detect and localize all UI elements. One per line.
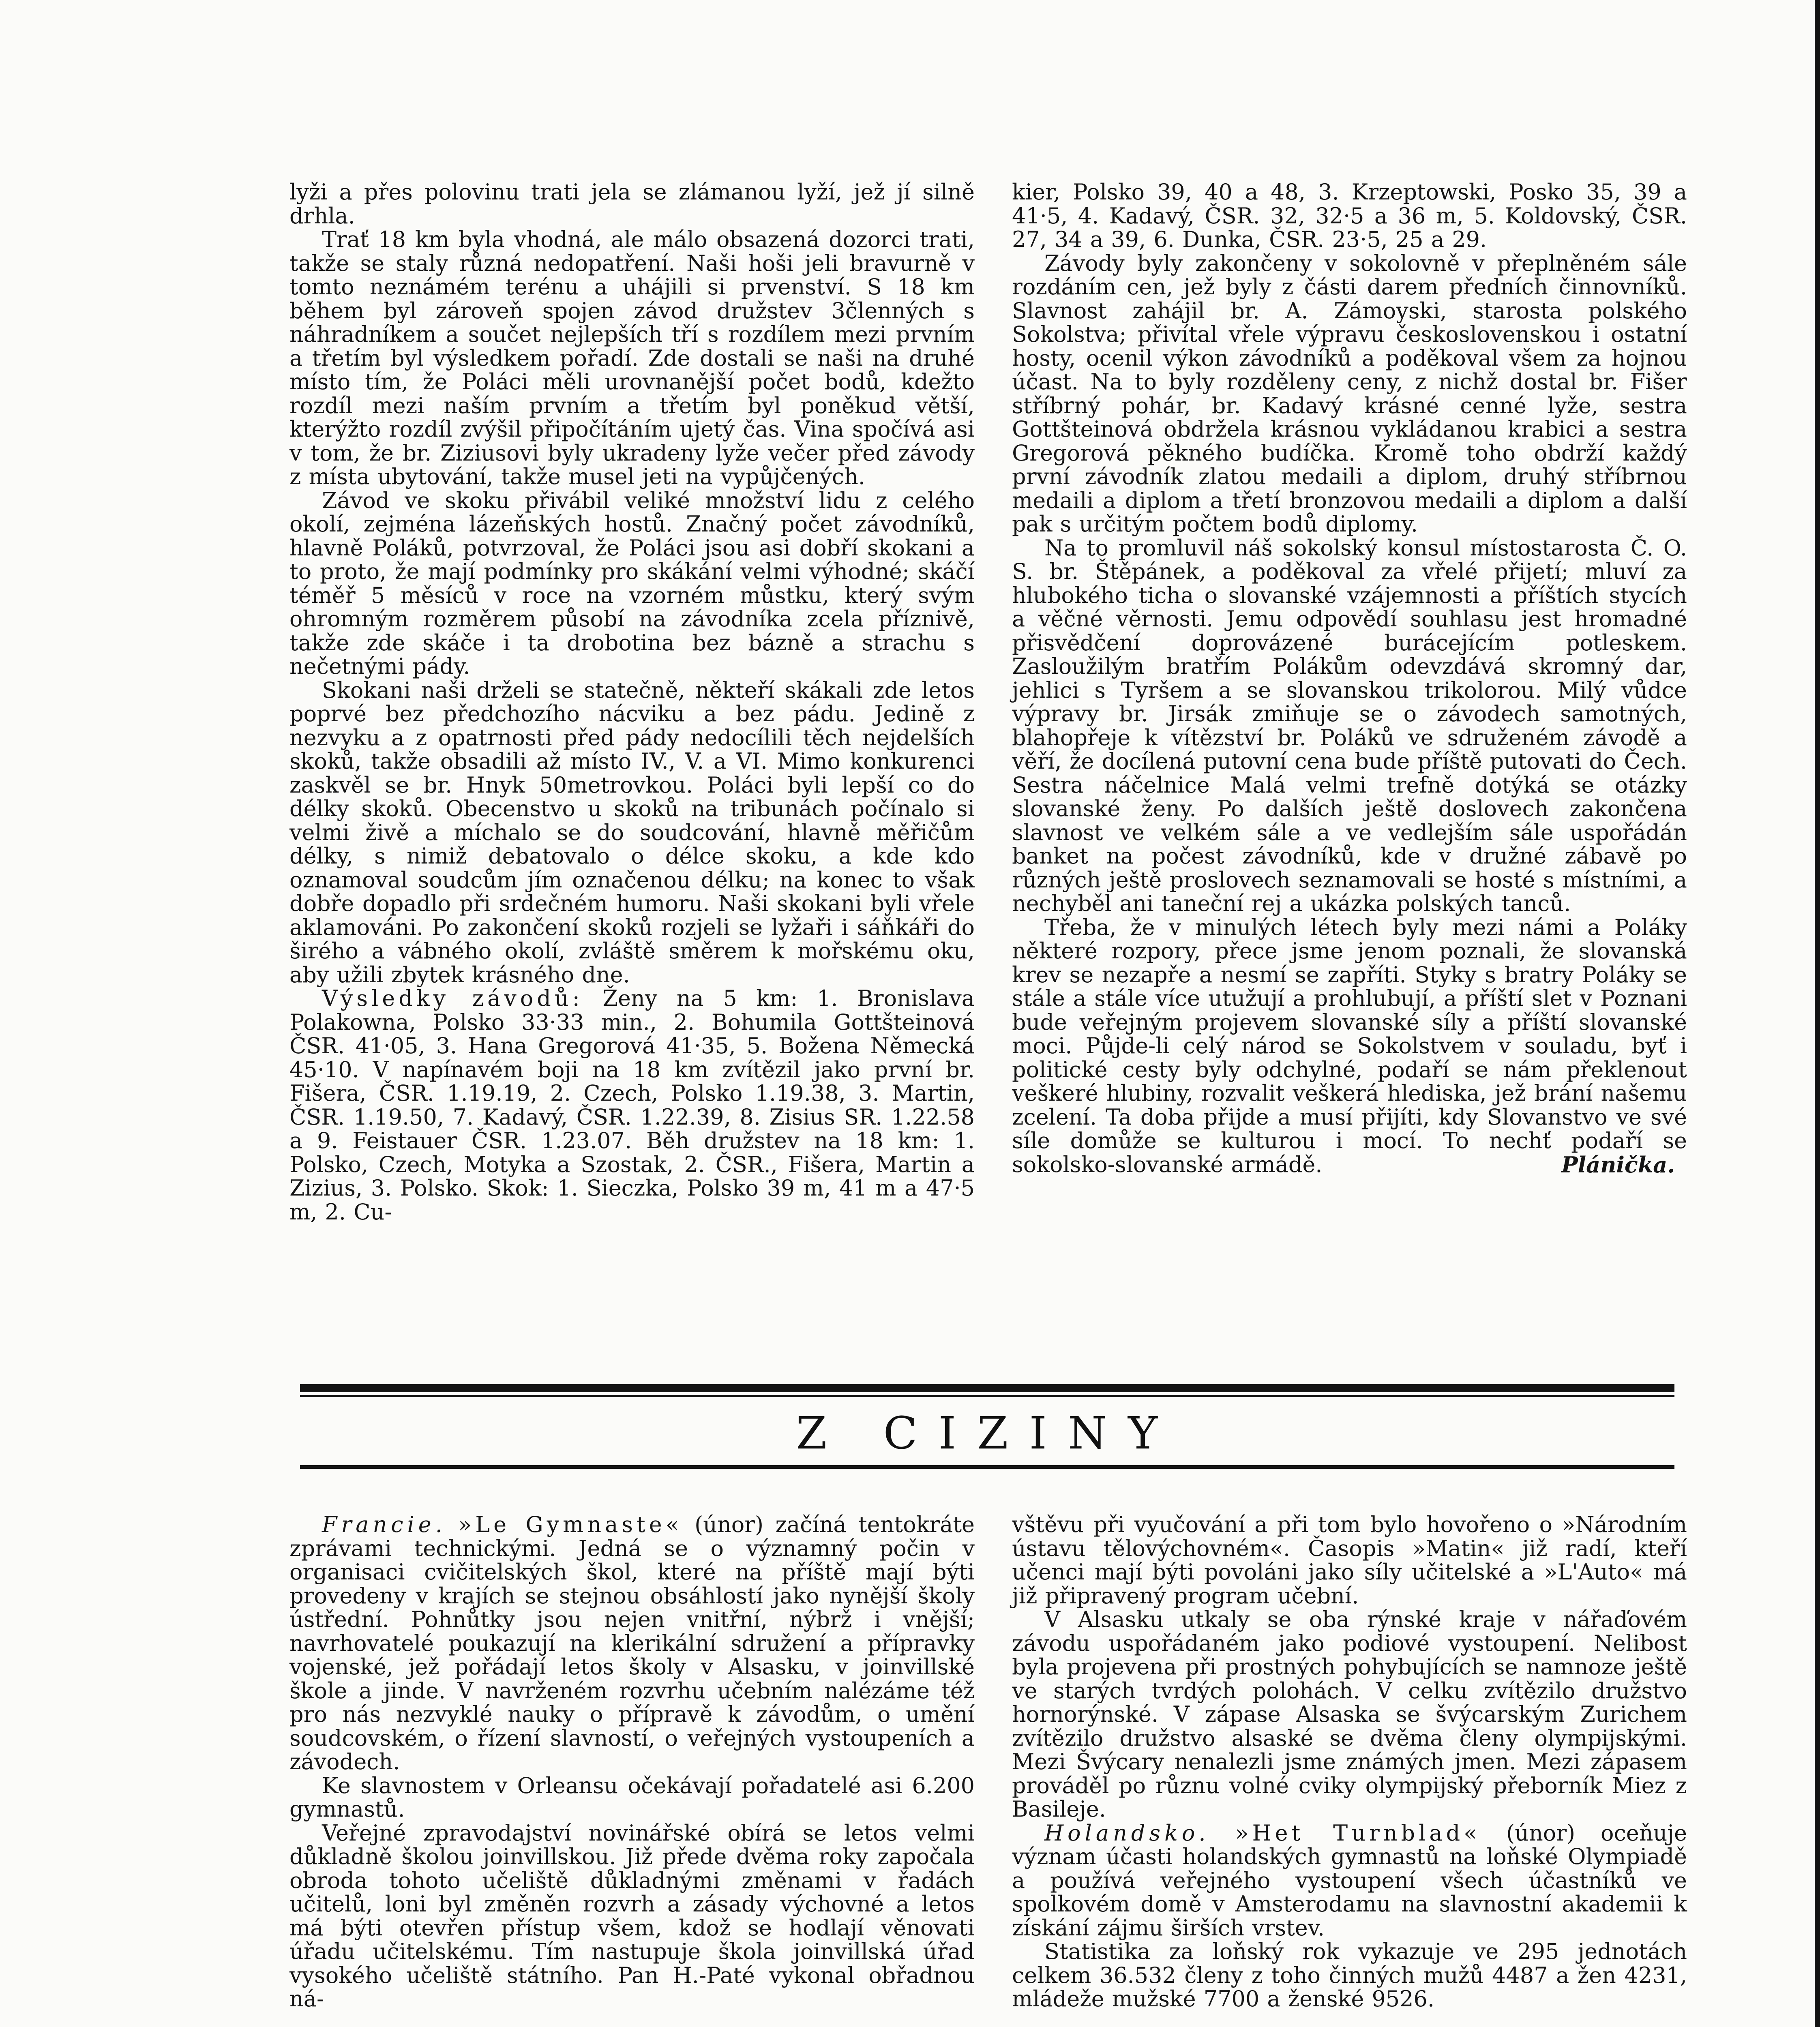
france-paragraph [289, 1513, 975, 1774]
closing-paragraph [1012, 916, 1687, 1177]
paragraph: Statistika za loňský rok vykazuje ve 295 jednotách celkem 36.532 členy z toho činných mužů 4487 a žen 4231, mládeže mužské 7700 a ženské 9526. [1012, 1939, 1687, 2012]
paragraph-text: (únor) začíná tentokráte zprávami technickými. Jedná se o významný počin v organisaci cvičitelských škol, které na příště mají býti provedeny v krajích se stejnou obsáhlostí jako nynější školy ústřední. Pohnůtky jsou nejen vnitřní, nýbrž i vnější; navrhovatelé poukazují na klerikální sdružení a přípravky vojenské, jež pořádají letos školy v Alsasku, v joinvillské škole a jinde. V navrženém rozvrhu učebním nalézáme též pro nás nezvyklé nauky o přípravě k závodům, o umění soudcovském, o řízení slavností, o veřejných vystoupeních a závodech. [289, 1512, 975, 1774]
paragraph: Trať 18 km byla vhodná, ale málo obsazená dozorci trati, takže se staly různá nedopatření. Naši hoši jeli bravurně v tomto neznámém terénu a uhájili si prvenství. S 18 km během byl zároveň spojen závod družstev 3členných s náhradníkem a součet nejlepších tří s rozdílem mezi prvním a třetím byl výsledkem pořadí. Zde dostali se naši na druhé místo tím, že Poláci měli urovnanější počet bodů, kdežto rozdíl mezi naším prvním a třetím byl poněkud větší, kterýžto rozdíl zvýšil připočítáním ujetý čas. Vina spočívá asi v tom, že br. Ziziusovi byly ukradeny lyže večer před závody z místa ubytování, takže musel jeti na vypůjčených. [289, 227, 975, 489]
paragraph: Na to promluvil náš sokolský konsul místostarosta Č. O. S. br. Štěpánek, a poděkoval za vřelé přijetí; mluví za hlubokého ticha o slovanské vzájemnosti a příštích stycích a věčné věrnosti. Jemu odpovědí souhlasu jest hromadné přisvědčení doprovázené burácejícím potleskem. Zasloužilým bratřím Polákům odevzdává skromný dar, jehlici s Tyršem a se slovanskou trikolorou. Milý vůdce výpravy br. Jirsák zmiňuje se o závodech samotných, blahopřeje k vítězství br. Poláků ve sdruženém závodě a věří, že docílená putovní cena bude příště putovati do Čech. Sestra náčelnice Malá velmi trefně dotýká se otázky slovanské ženy. Po dalších ještě doslovech zakončena slavnost ve velkém sále a ve vedlejším sále uspořádán banket na počest závodníků, kde v družné zábavě po různých ještě proslovech seznamovali se hosté s místními, a nechyběl ani taneční rej a ukázka polských tanců. [1012, 535, 1687, 916]
section-rule-bottom [300, 1465, 1674, 1469]
paragraph: Závod ve skoku přivábil veliké množství lidu z celého okolí, zejména lázeňských hostů. Značný počet závodníků, hlavně Poláků, potvrzoval, že Poláci jsou asi dobří skokani a to proto, že mají podmínky pro skákání velmi výhodné; skáčí téměř 5 měsíců v roce na vzorném můstku, který svým ohromným rozměrem působí na závodníka zcela příznivě, takže zde skáče i ta drobotina bez bázně a strachu s nečetnými pády. [289, 487, 975, 679]
paragraph-text: (únor) oceňuje význam účasti holandských gymnastů na loňské Olympiadě a používá veřejného vystoupení všech účastníků ve spolkovém domě v Amsterodamu na slavnostní akademii k získání zájmu širších vrstev. [1012, 1820, 1687, 1941]
paragraph: Skokani naši drželi se statečně, někteří skákali zde letos poprvé bez předchozího nácviku a bez pádu. Jedině z nezvyku a z opatrnosti před pády nedocílili těch nejdelších skoků, takže obsadili až místo IV., V. a VI. Mimo konkurenci zaskvěl se br. Hnyk 50metrovkou. Poláci byli lepší co do délky skoků. Obecenstvo u skoků na tribunách počínalo si velmi živě a míchalo se do soudcování, hlavně měřičům délky, s nimiž debatovalo o délce skoku, a kde kdo oznamoval soudcům jím označenou délku; na konec to však dobře dopadlo při srdečném humoru. Naši skokani byli vřele aklamováni. Po zakončení skoků rozjeli se lyžaři i sáňkáři do širého a vábného okolí, zvláště směrem k mořskému oku, aby užili zbytek krásného dne. [289, 677, 975, 988]
section-rule-thin [300, 1395, 1674, 1397]
results-heading: Výsledky závodů: [322, 986, 583, 1011]
paragraph: Veřejné zpravodajství novinářské obírá se letos velmi důkladně školou joinvillskou. Již přede dvěma roky započala obroda tohoto učeliště důkladnými změnami v řadách učitelů, loni byl změněn rozvrh a zásady výchovné a letos má býti otevřen přístup všem, kdož se hodlají věnovati úřadu učitelskému. Tím nastupuje škola joinvillská úřad vysokého učeliště státního. Pan H.-Paté vykonal obřadnou ná- [289, 1820, 975, 2012]
paragraph: V Alsasku utkaly se oba rýnské kraje v nářaďovém závodu uspořádaném jako podiové vystoupení. Nelibost byla projevena při prostných pohybujících se namnoze ještě ve starých tvrdých polohách. V celku zvítězilo družstvo hornorýnské. V zápase Alsaska se švýcarským Zurichem zvítězilo družstvo alsaské se dvěma členy olympijskými. Mezi Švýcary nenalezli jsme známých jmen. Mezi zápasem prováděl po různu volné cviky olympijský přeborník Miez z Basileje. [1012, 1607, 1687, 1822]
section-rule-thick [300, 1384, 1674, 1392]
publication-name: »Het Turnblad« [1235, 1820, 1481, 1846]
paragraph: kier, Polsko 39, 40 a 48, 3. Krzeptowski, Posko 35, 39 a 41·5, 4. Kadavý, ČSR. 32, 32·5 a 36 m, 5. Koldovský, ČSR. 27, 34 a 39, 6. Dunka, ČSR. 23·5, 25 a 29. [1012, 179, 1687, 252]
results-text: Ženy na 5 km: 1. Bronislava Polakowna, Polsko 33·33 min., 2. Bohumila Gottšteinová ČSR. 41·05, 3. Hana Gregorová 41·35, 5. Božena Německá 45·10. V napínavém boji na 18 km zvítězil jako první br. Fišera, ČSR. 1.19.19, 2. Czech, Polsko 1.19.38, 3. Martin, ČSR. 1.19.50, 7. Kadavý, ČSR. 1.22.39, 8. Zisius SR. 1.22.58 a 9. Feistauer ČSR. 1.23.07. Běh družstev na 18 km: 1. Polsko, Czech, Motyka a Szostak, 2. ČSR., Fišera, Martin a Zizius, 3. Polsko. Skok: 1. Sieczka, Polsko 39 m, 41 m a 47·5 m, 2. Cu- [289, 986, 975, 1225]
paragraph: vštěvu při vyučování a při tom bylo hovořeno o »Národním ústavu tělovýchovném«. Časopis »Matin« již radí, kteří učenci mají býti povoláni jako síly učitelské a »L'Auto« má již připravený program učební. [1012, 1512, 1687, 1609]
place-label: Holandsko. [1044, 1820, 1210, 1846]
paragraph: Ke slavnostem v Orleansu očekávají pořadatelé asi 6.200 gymnastů. [289, 1772, 975, 1822]
results-paragraph [289, 987, 975, 1224]
top-left-column [289, 180, 975, 1224]
bottom-left-column [289, 1513, 975, 2011]
paragraph: Závody byly zakončeny v sokolovně v přeplněném sále rozdáním cen, jež byly z části darem předních činnovníků. Slavnost zahájil br. A. Zámoyski, starosta polského Sokolstva; přivítal vřele výpravu československou i ostatní hosty, ocenil výkon závodníků a poděkoval všem za hojnou účast. Na to byly rozděleny ceny, z nichž dostal br. Fišer stříbrný pohár, br. Kadavý krásné cenné lyže, sestra Gottšteinová obdržela krásnou vykládanou krabici a sestra Gregorová pěkného budíčka. Kromě toho obdrží každý první závodník zlatou medaili a diplom, druhý stříbrnou medaili a diplom a třetí bronzovou medaili a diplom a další pak s určitým počtem bodů diplomy. [1012, 250, 1687, 537]
holland-paragraph [1012, 1821, 1687, 1940]
bottom-right-column [1012, 1513, 1687, 2011]
closing-text: Třeba, že v minulých létech byly mezi námi a Poláky některé rozpory, přece jsme jenom poznali, že slovanská krev se nezapře a nesmí se zapříti. Styky s bratry Poláky se stále a stále více utužují a prohlubují, a příští slet v Poznani bude veřejným projevem slovanské síly a příští slovanské moci. Půjde-li celý národ se Sokolstvem v souladu, byť i politické cesty byly odchylné, podaří se nám překlenout veškeré hlubiny, rozvalit veškerá hlediska, jež brání našemu zcelení. Ta doba přijde a musí přijíti, kdy Slovanstvo ve své síle domůže se kulturou i mocí. To nechť podaří se sokolsko-slovanské armádě. [1012, 914, 1687, 1177]
publication-name: »Le Gymnaste« [458, 1512, 683, 1537]
section-title: Z CIZINY [796, 1407, 1179, 1459]
paragraph: lyži a přes polovinu trati jela se zlámanou lyží, jež jí silně drhla. [289, 179, 975, 229]
signature: Plánička. [1561, 1151, 1675, 1178]
top-right-column [1012, 180, 1687, 1176]
place-label: Francie. [322, 1512, 446, 1537]
